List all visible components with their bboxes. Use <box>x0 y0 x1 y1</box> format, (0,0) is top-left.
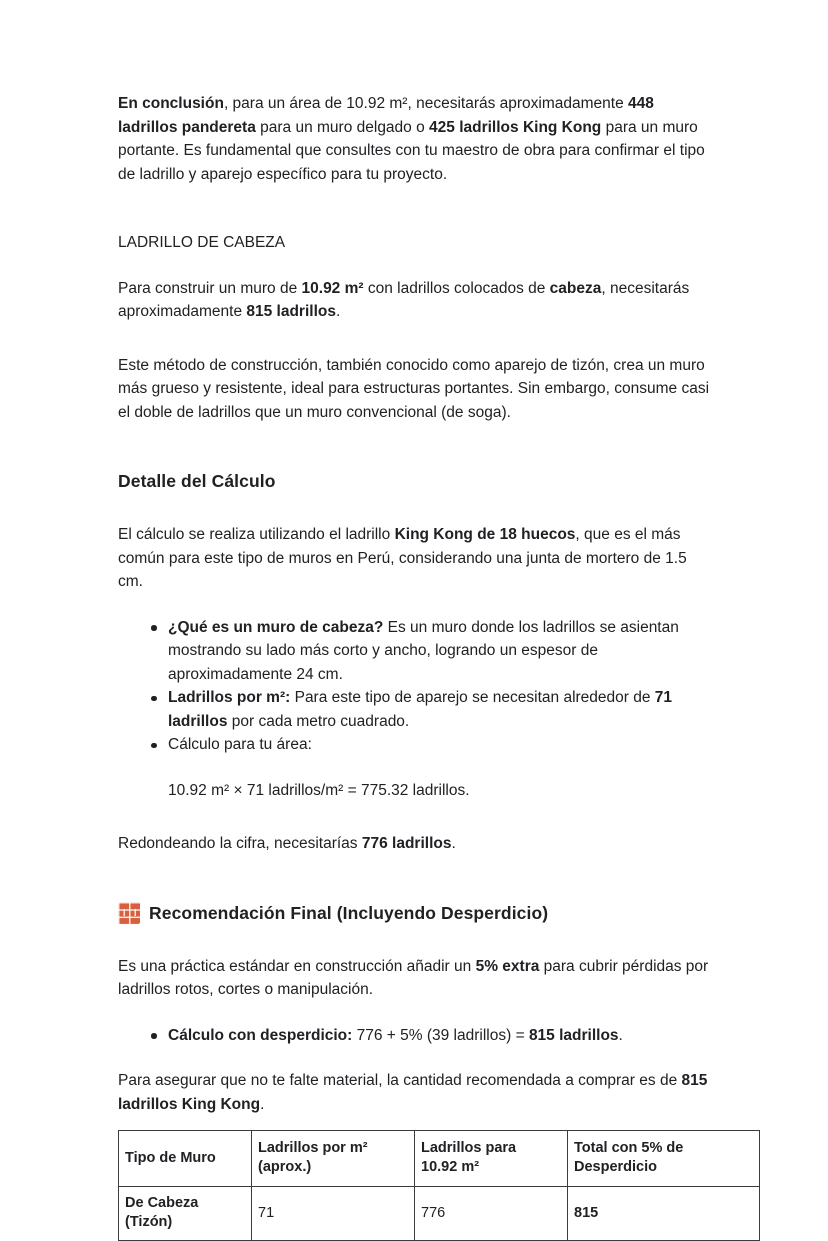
bullet-2-bold-2: 71 ladrillos <box>168 689 673 730</box>
spacer <box>118 925 710 955</box>
final-text-2: . <box>260 1095 265 1113</box>
paragraph-metodo: Este método de construcción, también conocido como aparejo de tizón, crea un muro más grueso y resistente, ideal para estructuras portantes. Sin embargo, consume casi el doble de ladrillos que un muro convencional (de soga). <box>118 356 710 421</box>
intro-text-3: para un muro portante. Es fundamental que consultes con tu maestro de obra para confirmar el tipo de ladrillo y aparejo específico para tu proyecto. <box>118 118 705 183</box>
bullet-2-text-2: por cada metro cuadrado. <box>227 712 410 730</box>
bullet-1-bold: ¿Qué es un muro de cabeza? <box>168 618 384 636</box>
cabeza-bold-1: 10.92 m² <box>301 279 364 297</box>
table-cell-para-area: 776 <box>415 1187 568 1241</box>
header-col2-line2: (aprox.) <box>258 1159 312 1175</box>
list-item <box>168 733 710 757</box>
practica-bold-1: 5% extra <box>475 957 540 975</box>
header-col3-line1: Ladrillos para <box>421 1140 517 1156</box>
table-cell-tipo <box>119 1187 252 1241</box>
spacer <box>118 757 710 779</box>
spacer <box>118 255 710 277</box>
intro-text-1: , para un área de 10.92 m², necesitarás aproximadamente <box>223 95 629 112</box>
table-cell-por-m2: 71 <box>252 1187 415 1241</box>
list-item <box>168 686 710 733</box>
subheading-ladrillo-de-cabeza: LADRILLO DE CABEZA <box>118 234 286 251</box>
spacer <box>118 1047 710 1069</box>
spacer <box>118 324 710 354</box>
header-col3-line2: 10.92 m² <box>421 1159 480 1175</box>
cabeza-text-1: Para construir un muro de <box>118 279 302 297</box>
intro-bold-2: 425 ladrillos King Kong <box>429 118 602 136</box>
spacer <box>118 856 710 901</box>
desperdicio-bold-2: 815 ladrillos <box>528 1026 619 1044</box>
practica-text-2: para cubrir pérdidas por ladrillos rotos, cortes o manipulación. <box>118 957 709 998</box>
spacer <box>118 1116 710 1130</box>
summary-table <box>118 1130 760 1241</box>
bullet-2-text: Para este tipo de aparejo se necesitan alrededor de <box>290 689 655 706</box>
list-item <box>168 1024 710 1048</box>
paragraph-redondeo <box>118 832 710 856</box>
table-row <box>119 1187 760 1241</box>
bullet-list-detalle <box>118 616 710 757</box>
table-header-row <box>119 1131 760 1187</box>
heading-detalle-del-calculo: Detalle del Cálculo <box>118 471 276 491</box>
table-cell-total-desperdicio: 815 <box>568 1187 760 1241</box>
calculation-line: 10.92 m² × 71 ladrillos/m² = 775.32 ladrillos. <box>168 781 470 799</box>
intro-text-2: para un muro delgado o <box>255 118 430 136</box>
redondeo-bold-1: 776 ladrillos <box>361 835 452 852</box>
calculo-text-1: El cálculo se realiza utilizando el ladrillo <box>118 526 395 543</box>
bullet-2-bold: Ladrillos por m²: <box>168 689 291 706</box>
intro-lead-bold: En conclusión <box>118 95 224 112</box>
spacer <box>118 1002 710 1024</box>
intro-paragraph <box>118 92 710 186</box>
desperdicio-text-2: . <box>618 1026 623 1044</box>
cabeza-text-3: , necesitarás aproximadamente <box>118 279 690 320</box>
table-header-total-desperdicio <box>568 1131 760 1187</box>
final-text-1: Para asegurar que no te falte material, la cantidad recomendada a comprar es de <box>118 1072 682 1089</box>
cabeza-bold-3: 815 ladrillos <box>246 303 336 320</box>
spacer <box>118 424 710 469</box>
table-header-tipo-de-muro: Tipo de Muro <box>119 1131 252 1187</box>
header-col2-line1: Ladrillos por m² <box>258 1140 368 1156</box>
list-item <box>168 616 710 687</box>
brick-wall-icon <box>118 902 140 924</box>
desperdicio-bold-1: Cálculo con desperdicio: <box>168 1026 353 1044</box>
spacer <box>118 802 710 832</box>
tipo-line1: De Cabeza <box>125 1195 199 1211</box>
cabeza-text-2: con ladrillos colocados de <box>363 279 550 297</box>
desperdicio-text-1: 776 + 5% (39 ladrillos) = <box>352 1026 529 1044</box>
table-header-ladrillos-por-m2 <box>252 1131 415 1187</box>
final-bold-1: 815 ladrillos King Kong <box>118 1072 708 1113</box>
document-body <box>118 92 710 1241</box>
bullet-1-text: Es un muro donde los ladrillos se asientan mostrando su lado más corto y ancho, logrando un espesor de aproximadamente 24 cm. <box>168 618 679 683</box>
table-header-ladrillos-para-area <box>415 1131 568 1187</box>
redondeo-text-2: . <box>451 835 456 852</box>
paragraph-calculo <box>118 523 710 594</box>
calculo-text-2: , que es el más común para este tipo de muros en Perú, considerando una junta de mortero de 1.5 cm. <box>118 526 687 590</box>
bullet-3-text: Cálculo para tu área: <box>168 736 312 753</box>
cabeza-text-4: . <box>335 303 341 320</box>
spacer <box>118 594 710 616</box>
tipo-line2: (Tizón) <box>125 1214 173 1230</box>
paragraph-cabeza <box>118 277 710 324</box>
bullet-list-desperdicio <box>118 1024 710 1048</box>
header-col4-line1: Total con 5% de <box>574 1140 684 1156</box>
cabeza-bold-2: cabeza <box>549 279 602 297</box>
paragraph-practica <box>118 955 710 1002</box>
paragraph-final <box>118 1069 710 1116</box>
intro-bold-1: 448 ladrillos pandereta <box>118 95 654 136</box>
heading-recomendacion-label: Recomendación Final (Incluyendo Desperdicio) <box>149 902 549 923</box>
header-col4-line2: Desperdicio <box>574 1159 657 1175</box>
calculo-bold-1: King Kong de 18 huecos <box>394 526 576 543</box>
spacer <box>118 493 710 523</box>
spacer <box>118 186 710 231</box>
practica-text-1: Es una práctica estándar en construcción añadir un <box>118 957 476 975</box>
redondeo-text-1: Redondeando la cifra, necesitarías <box>118 835 362 852</box>
heading-recomendacion-final <box>118 901 710 925</box>
